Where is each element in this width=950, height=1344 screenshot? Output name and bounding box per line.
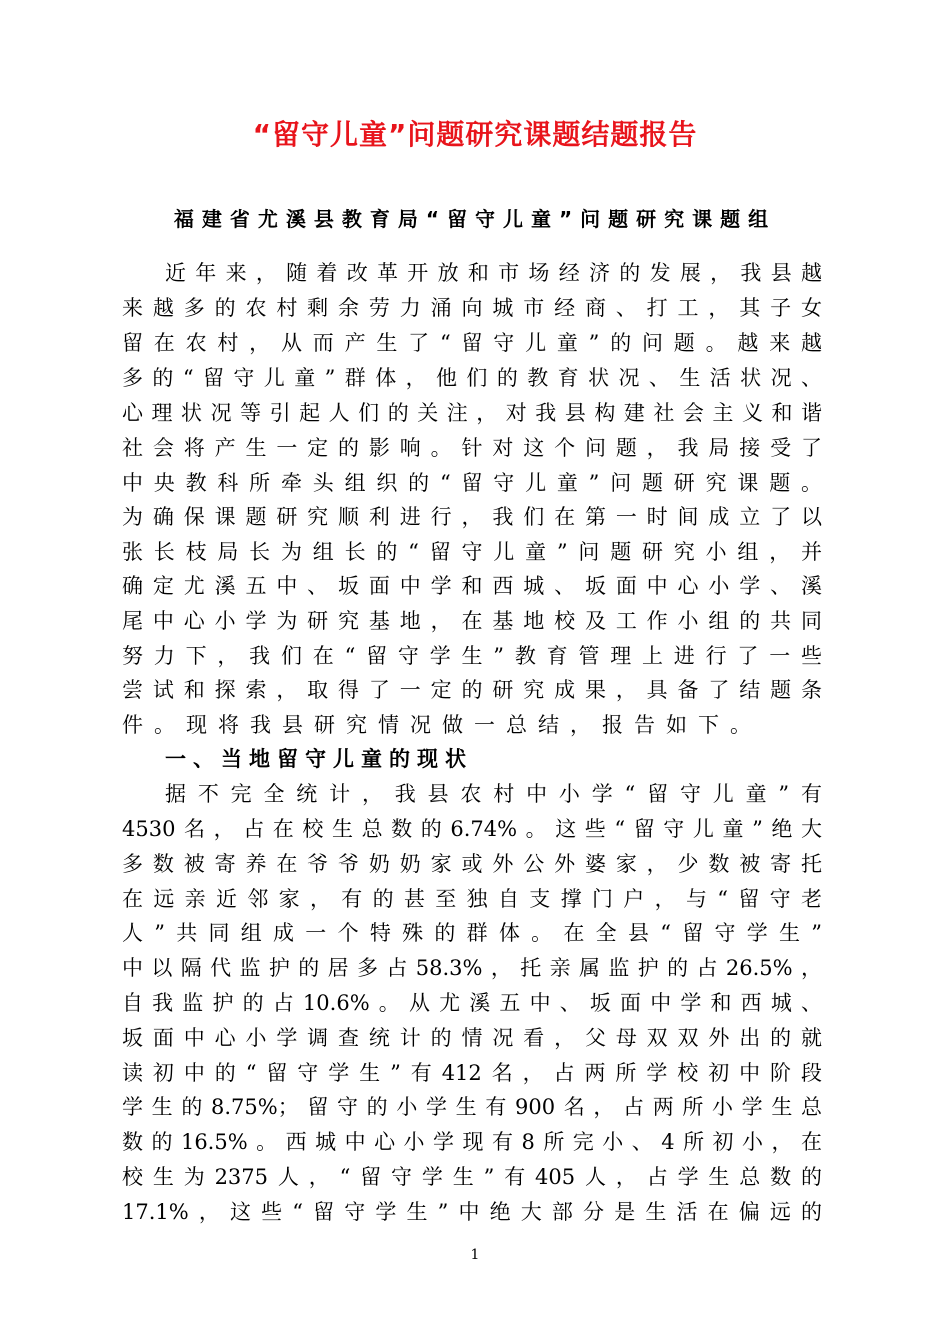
section-heading: 一、当地留守儿童的现状 (165, 747, 473, 771)
paragraph-line: 努力下，我们在“留守学生”教育管理上进行了一些 (122, 644, 822, 668)
paragraph-line: 留在农村，从而产生了“留守儿童”的问题。越来越 (122, 331, 822, 355)
paragraph-line: 社会将产生一定的影响。针对这个问题，我局接受了 (122, 436, 822, 460)
paragraph-line: 17.1%，这些“留守学生”中绝大部分是生活在偏远的 (122, 1200, 822, 1224)
paragraph-line: 多数被寄养在爷爷奶奶家或外公外婆家，少数被寄托 (122, 852, 822, 876)
paragraph-line: 4530名，占在校生总数的6.74%。这些“留守儿童”绝大 (122, 817, 822, 841)
paragraph-line: 多的“留守儿童”群体，他们的教育状况、生活状况、 (122, 366, 822, 390)
paragraph-line: 尝试和探索，取得了一定的研究成果，具备了结题条 (122, 678, 822, 702)
document-title: “留守儿童”问题研究课题结题报告 (252, 118, 698, 151)
paragraph-line: 人”共同组成一个特殊的群体。在全县“留守学生” (122, 921, 822, 945)
paragraph-line: 学生的8.75%；留守的小学生有900名，占两所小学生总 (122, 1095, 822, 1119)
paragraph-line: 校生为2375人，“留守学生”有405人，占学生总数的 (122, 1165, 822, 1189)
paragraph-line: 中央教科所牵头组织的“留守儿童”问题研究课题。 (122, 471, 822, 495)
paragraph-line: 数的16.5%。西城中心小学现有8所完小、4所初小，在 (122, 1130, 822, 1154)
paragraph-line: 读初中的“留守学生”有412名，占两所学校初中阶段 (122, 1061, 822, 1085)
paragraph-line: 来越多的农村剩余劳力涌向城市经商、打工，其子女 (122, 296, 822, 320)
paragraph-line: 近年来，随着改革开放和市场经济的发展，我县越 (165, 261, 822, 285)
paragraph-line: 在远亲近邻家，有的甚至独自支撑门户，与“留守老 (122, 887, 822, 911)
paragraph-line: 确定尤溪五中、坂面中学和西城、坂面中心小学、溪 (122, 574, 822, 598)
paragraph-line: 张长枝局长为组长的“留守儿童”问题研究小组，并 (122, 540, 822, 564)
page-number: 1 (470, 1247, 480, 1263)
paragraph-line: 中以隔代监护的居多占58.3%，托亲属监护的占26.5%， (122, 956, 822, 980)
paragraph-line: 心理状况等引起人们的关注，对我县构建社会主义和谐 (122, 401, 822, 425)
paragraph-line: 件。现将我县研究情况做一总结，报告如下。 (122, 713, 762, 737)
paragraph-line: 坂面中心小学调查统计的情况看，父母双双外出的就 (122, 1026, 822, 1050)
paragraph-line: 自我监护的占10.6%。从尤溪五中、坂面中学和西城、 (122, 991, 822, 1015)
document-subtitle: 福建省尤溪县教育局“留守儿童”问题研究课题组 (173, 207, 777, 231)
paragraph-line: 尾中心小学为研究基地，在基地校及工作小组的共同 (122, 609, 822, 633)
paragraph-line: 为确保课题研究顺利进行，我们在第一时间成立了以 (122, 505, 822, 529)
paragraph-line: 据不完全统计，我县农村中小学“留守儿童”有 (165, 782, 822, 806)
